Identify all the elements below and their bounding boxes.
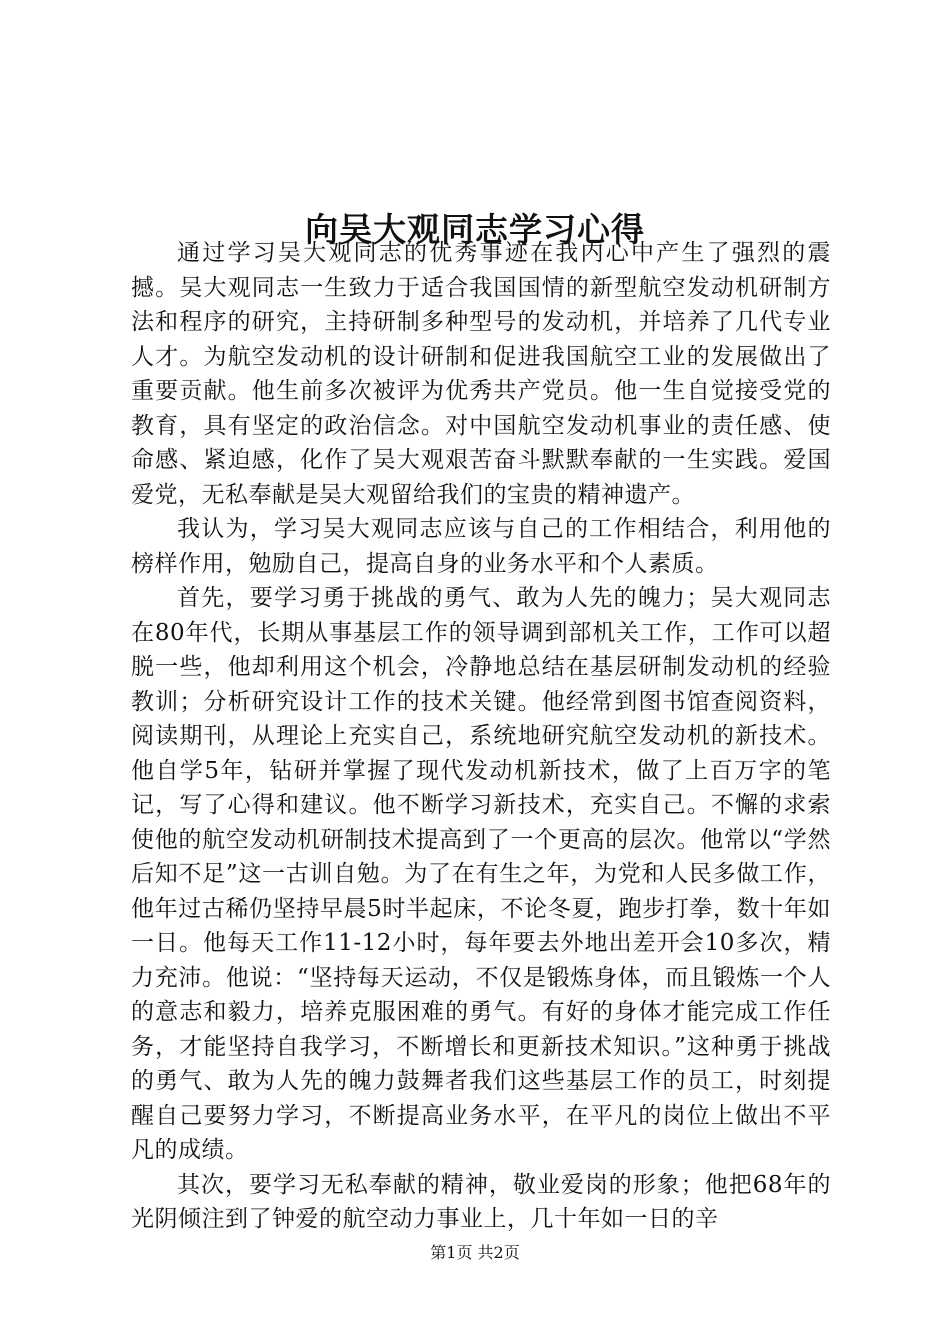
paragraph-first-point: 首先，要学习勇于挑战的勇气、敢为人先的魄力；吴大观同志在80年代，长期从事基层工作的领导调到部机关工作，工作可以超脱一些，他却利用这个机会，冷静地总结在基层研制发动机的经验教训；分析研究设计工作的技术关键。他经常到图书馆查阅资料，阅读期刊，从理论上充实自己，系统地研究航空发动机的新技术。他自学5年，钻研并掌握了现代发动机新技术，做了上百万字的笔记，写了心得和建议。他不断学习新技术，充实自己。不懈的求索使他的航空发动机研制技术提高到了一个更高的层次。他常以“学然后知不足”这一古训自勉。为了在有生之年，为党和人民多做工作，他年过古稀仍坚持早晨5时半起床，不论冬夏，跑步打拳，数十年如一日。他每天工作11-12小时，每年要去外地出差开会10多次，精力充沛。他说：“坚持每天运动，不仅是锻炼身体，而且锻炼一个人的意志和毅力，培养克服困难的勇气。有好的身体才能完成工作任务，才能坚持自我学习，不断增长和更新技术知识。”这种勇于挑战的勇气、敢为人先的魄力鼓舞者我们这些基层工作的员工，时刻提醒自己要努力学习，不断提高业务水平，在平凡的岗位上做出不平凡的成绩。 (131, 585, 831, 1163)
document-title: 向吴大观同志学习心得 (305, 210, 645, 250)
page-footer: 第1页 共2页 (430, 1243, 520, 1262)
paragraph-intro: 通过学习吴大观同志的优秀事迹在我内心中产生了强烈的震撼。吴大观同志一生致力于适合我国国情的新型航空发动机研制方法和程序的研究，主持研制多种型号的发动机，并培养了几代专业人才。为航空发动机的设计研制和促进我国航空工业的发展做出了重要贡献。他生前多次被评为优秀共产党员。他一生自觉接受党的教育，具有坚定的政治信念。对中国航空发动机事业的责任感、使命感、紧迫感，化作了吴大观艰苦奋斗默默奉献的一生实践。爱国爱党，无私奉献是吴大观留给我们的宝贵的精神遗产。 (131, 240, 831, 508)
paragraph-opinion: 我认为，学习吴大观同志应该与自己的工作相结合，利用他的榜样作用，勉励自己，提高自身的业务水平和个人素质。 (131, 516, 831, 577)
paragraph-second-point: 其次，要学习无私奉献的精神，敬业爱岗的形象；他把68年的光阴倾注到了钟爱的航空动力事业上，几十年如一日的辛 (131, 1171, 831, 1232)
document-body (131, 236, 831, 1237)
